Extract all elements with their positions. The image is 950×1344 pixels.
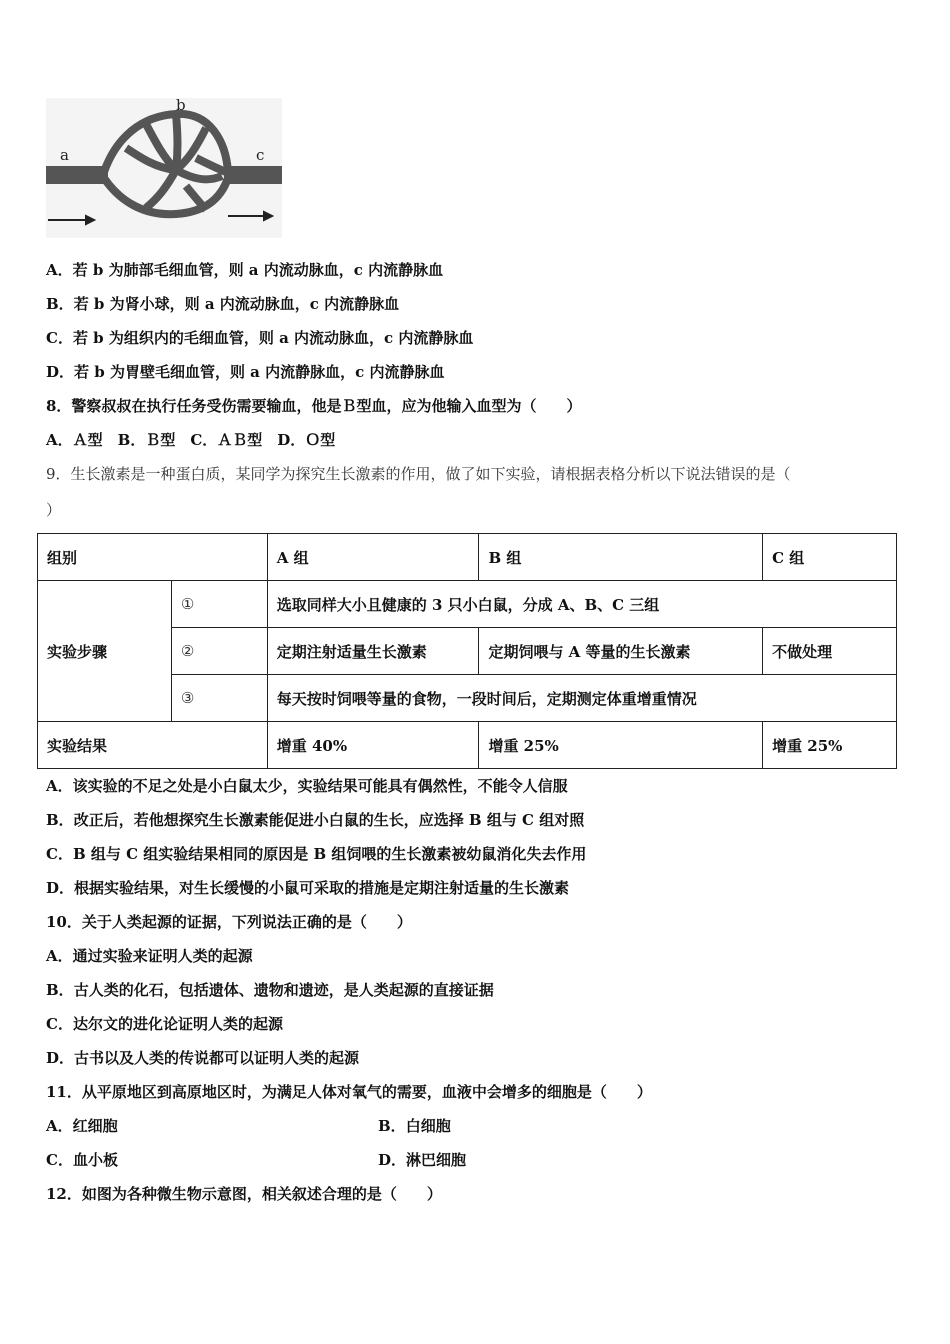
step3-num: ③ (171, 675, 267, 722)
header-c: C 组 (763, 534, 897, 581)
q11-option-c: C．血小板 (46, 1151, 118, 1169)
q8-stem: 8．警察叔叔在执行任务受伤需要输血，他是Ｂ型血，应为他输入血型为（ ） (46, 397, 582, 415)
q9-option-b: B．改正后，若他想探究生长激素能促进小白鼠的生长，应选择 B 组与 C 组对照 (46, 811, 585, 829)
experiment-table (37, 533, 897, 769)
q10-option-b: B．古人类的化石，包括遗体、遗物和遗迹，是人类起源的直接证据 (46, 981, 494, 999)
q11-stem: 11．从平原地区到高原地区时，为满足人体对氧气的需要，血液中会增多的细胞是（ ） (46, 1083, 652, 1101)
q9-stem-line1: 9．生长激素是一种蛋白质，某同学为探究生长激素的作用，做了如下实验，请根据表格分析以下说法错误的是（ (46, 465, 791, 483)
q12-stem: 12．如图为各种微生物示意图，相关叙述合理的是（ ） (46, 1185, 442, 1203)
step1-text: 选取同样大小且健康的 3 只小白鼠，分成 A、B、C 三组 (267, 581, 896, 628)
vessel-diagram-svg (46, 98, 282, 238)
q9-option-c: C．B 组与 C 组实验结果相同的原因是 B 组饲喂的生长激素被幼鼠消化失去作用 (46, 845, 587, 863)
q9-stem-line2: ） (46, 501, 62, 519)
step1-num: ① (171, 581, 267, 628)
table-row-result (38, 722, 897, 769)
table-header-row (38, 534, 897, 581)
step2-a: 定期注射适量生长激素 (267, 628, 479, 675)
q7-option-a: A．若 b 为肺部毛细血管，则 a 内流动脉血，c 内流静脉血 (46, 261, 444, 279)
label-c: c (256, 146, 265, 164)
label-b: b (176, 98, 186, 114)
steps-label: 实验步骤 (38, 581, 172, 722)
q11-option-a: A．红细胞 (46, 1117, 118, 1135)
q8-options: A．Ａ型 B．Ｂ型 C．ＡＢ型 D．Ｏ型 (46, 431, 336, 449)
q11-option-d: D．淋巴细胞 (378, 1151, 467, 1169)
vessel-c (224, 166, 282, 184)
q7-option-b: B．若 b 为肾小球，则 a 内流动脉血，c 内流静脉血 (46, 295, 400, 313)
table-row-step1 (38, 581, 897, 628)
step2-num: ② (171, 628, 267, 675)
vessel-a (46, 166, 108, 184)
result-label: 实验结果 (38, 722, 268, 769)
step2-c: 不做处理 (763, 628, 897, 675)
q9-option-a: A．该实验的不足之处是小白鼠太少，实验结果可能具有偶然性，不能令人信服 (46, 777, 568, 795)
step2-b: 定期饲喂与 A 等量的生长激素 (479, 628, 763, 675)
q10-stem: 10．关于人类起源的证据，下列说法正确的是（ ） (46, 913, 412, 931)
blood-vessel-figure (46, 98, 282, 238)
q7-option-d: D．若 b 为胃壁毛细血管，则 a 内流静脉血，c 内流静脉血 (46, 363, 445, 381)
header-group: 组别 (38, 534, 268, 581)
step3-text: 每天按时饲喂等量的食物，一段时间后，定期测定体重增重情况 (267, 675, 896, 722)
q11-option-b: B．白细胞 (378, 1117, 451, 1135)
result-c: 增重 25% (763, 722, 897, 769)
label-a: a (60, 146, 69, 164)
header-b: B 组 (479, 534, 763, 581)
q7-option-c: C．若 b 为组织内的毛细血管，则 a 内流动脉血，c 内流静脉血 (46, 329, 474, 347)
result-b: 增重 25% (479, 722, 763, 769)
q10-option-a: A．通过实验来证明人类的起源 (46, 947, 253, 965)
header-a: A 组 (267, 534, 479, 581)
q10-option-d: D．古书以及人类的传说都可以证明人类的起源 (46, 1049, 360, 1067)
result-a: 增重 40% (267, 722, 479, 769)
q10-option-c: C．达尔文的进化论证明人类的起源 (46, 1015, 283, 1033)
q9-option-d: D．根据实验结果，对生长缓慢的小鼠可采取的措施是定期注射适量的生长激素 (46, 879, 570, 897)
